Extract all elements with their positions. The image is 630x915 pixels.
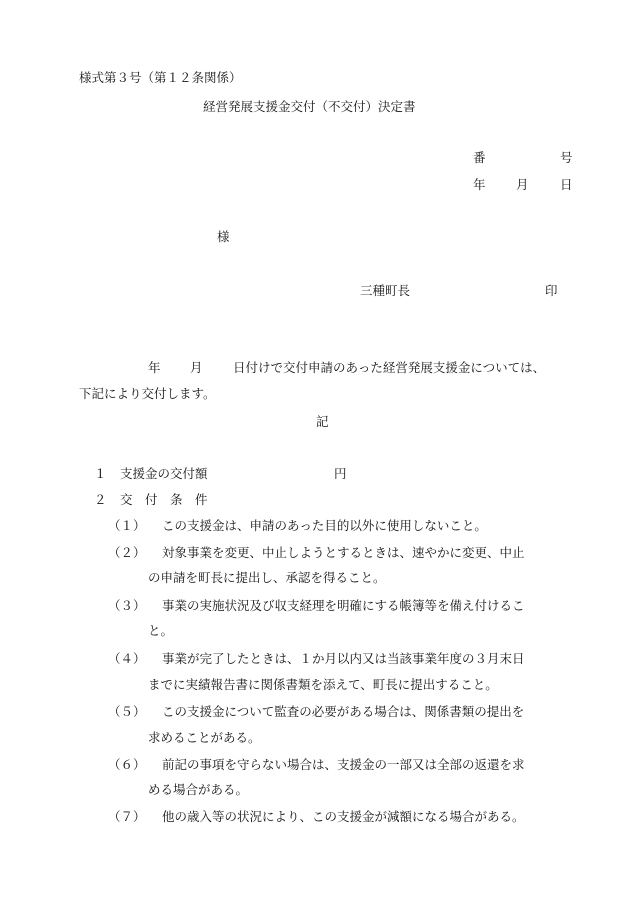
date-month-label: 月 [516, 177, 529, 192]
condition-text-continued: の申請を町長に提出し、承認を得ること。 [148, 570, 386, 585]
condition-number: （７） [108, 809, 146, 824]
document-title: 経営発展支援金交付（不交付）決定書 [203, 99, 416, 114]
ki-heading: 記 [316, 414, 329, 429]
item2-number: ２ [94, 492, 107, 507]
number-label-go: 号 [560, 150, 573, 165]
condition-text: 他の歳入等の状況により、この支援金が減額になる場合がある。 [162, 809, 525, 824]
condition-number: （５） [108, 704, 146, 719]
condition-text: 前記の事項を守らない場合は、支援金の一部又は全部の返還を求 [162, 757, 525, 772]
condition-text: 事業が完了したときは、１か月以内又は当該事業年度の３月末日 [162, 651, 525, 666]
condition-number: （４） [108, 651, 146, 666]
condition-number: （１） [108, 518, 146, 533]
seal-mark: 印 [545, 283, 558, 298]
body-year-label: 年 [148, 360, 161, 375]
item2-label: 交 付 条 件 [120, 492, 208, 507]
condition-text-continued: める場合がある。 [148, 782, 249, 797]
body-month-label: 月 [190, 360, 203, 375]
condition-text: 対象事業を変更、中止しようとするときは、速やかに変更、中止 [162, 545, 525, 560]
condition-text-continued: までに実績報告書に関係書類を添えて、町長に提出すること。 [148, 677, 498, 692]
condition-number: （２） [108, 545, 146, 560]
condition-text: この支援金について監査の必要がある場合は、関係書類の提出を [162, 704, 525, 719]
condition-text: 事業の実施状況及び収支経理を明確にする帳簿等を備え付けるこ [162, 598, 525, 613]
condition-number: （６） [108, 757, 146, 772]
condition-text: この支援金は、申請のあった目的以外に使用しないこと。 [162, 518, 487, 533]
date-year-label: 年 [473, 177, 486, 192]
date-day-label: 日 [560, 177, 573, 192]
issuer-name: 三種町長 [360, 283, 411, 298]
condition-number: （３） [108, 598, 146, 613]
body-line1: 日付けで交付申請のあった経営発展支援金については、 [233, 360, 546, 375]
body-line2: 下記により交付します。 [79, 386, 216, 401]
condition-text-continued: 求めることがある。 [148, 730, 261, 745]
item1-number: １ [94, 466, 107, 481]
form-label: 様式第３号（第１２条関係） [79, 70, 242, 85]
condition-text-continued: と。 [148, 623, 174, 638]
item1-unit: 円 [334, 466, 347, 481]
item1-label: 支援金の交付額 [120, 466, 208, 481]
addressee-sama: 様 [217, 229, 230, 244]
number-label-ban: 番 [473, 150, 486, 165]
